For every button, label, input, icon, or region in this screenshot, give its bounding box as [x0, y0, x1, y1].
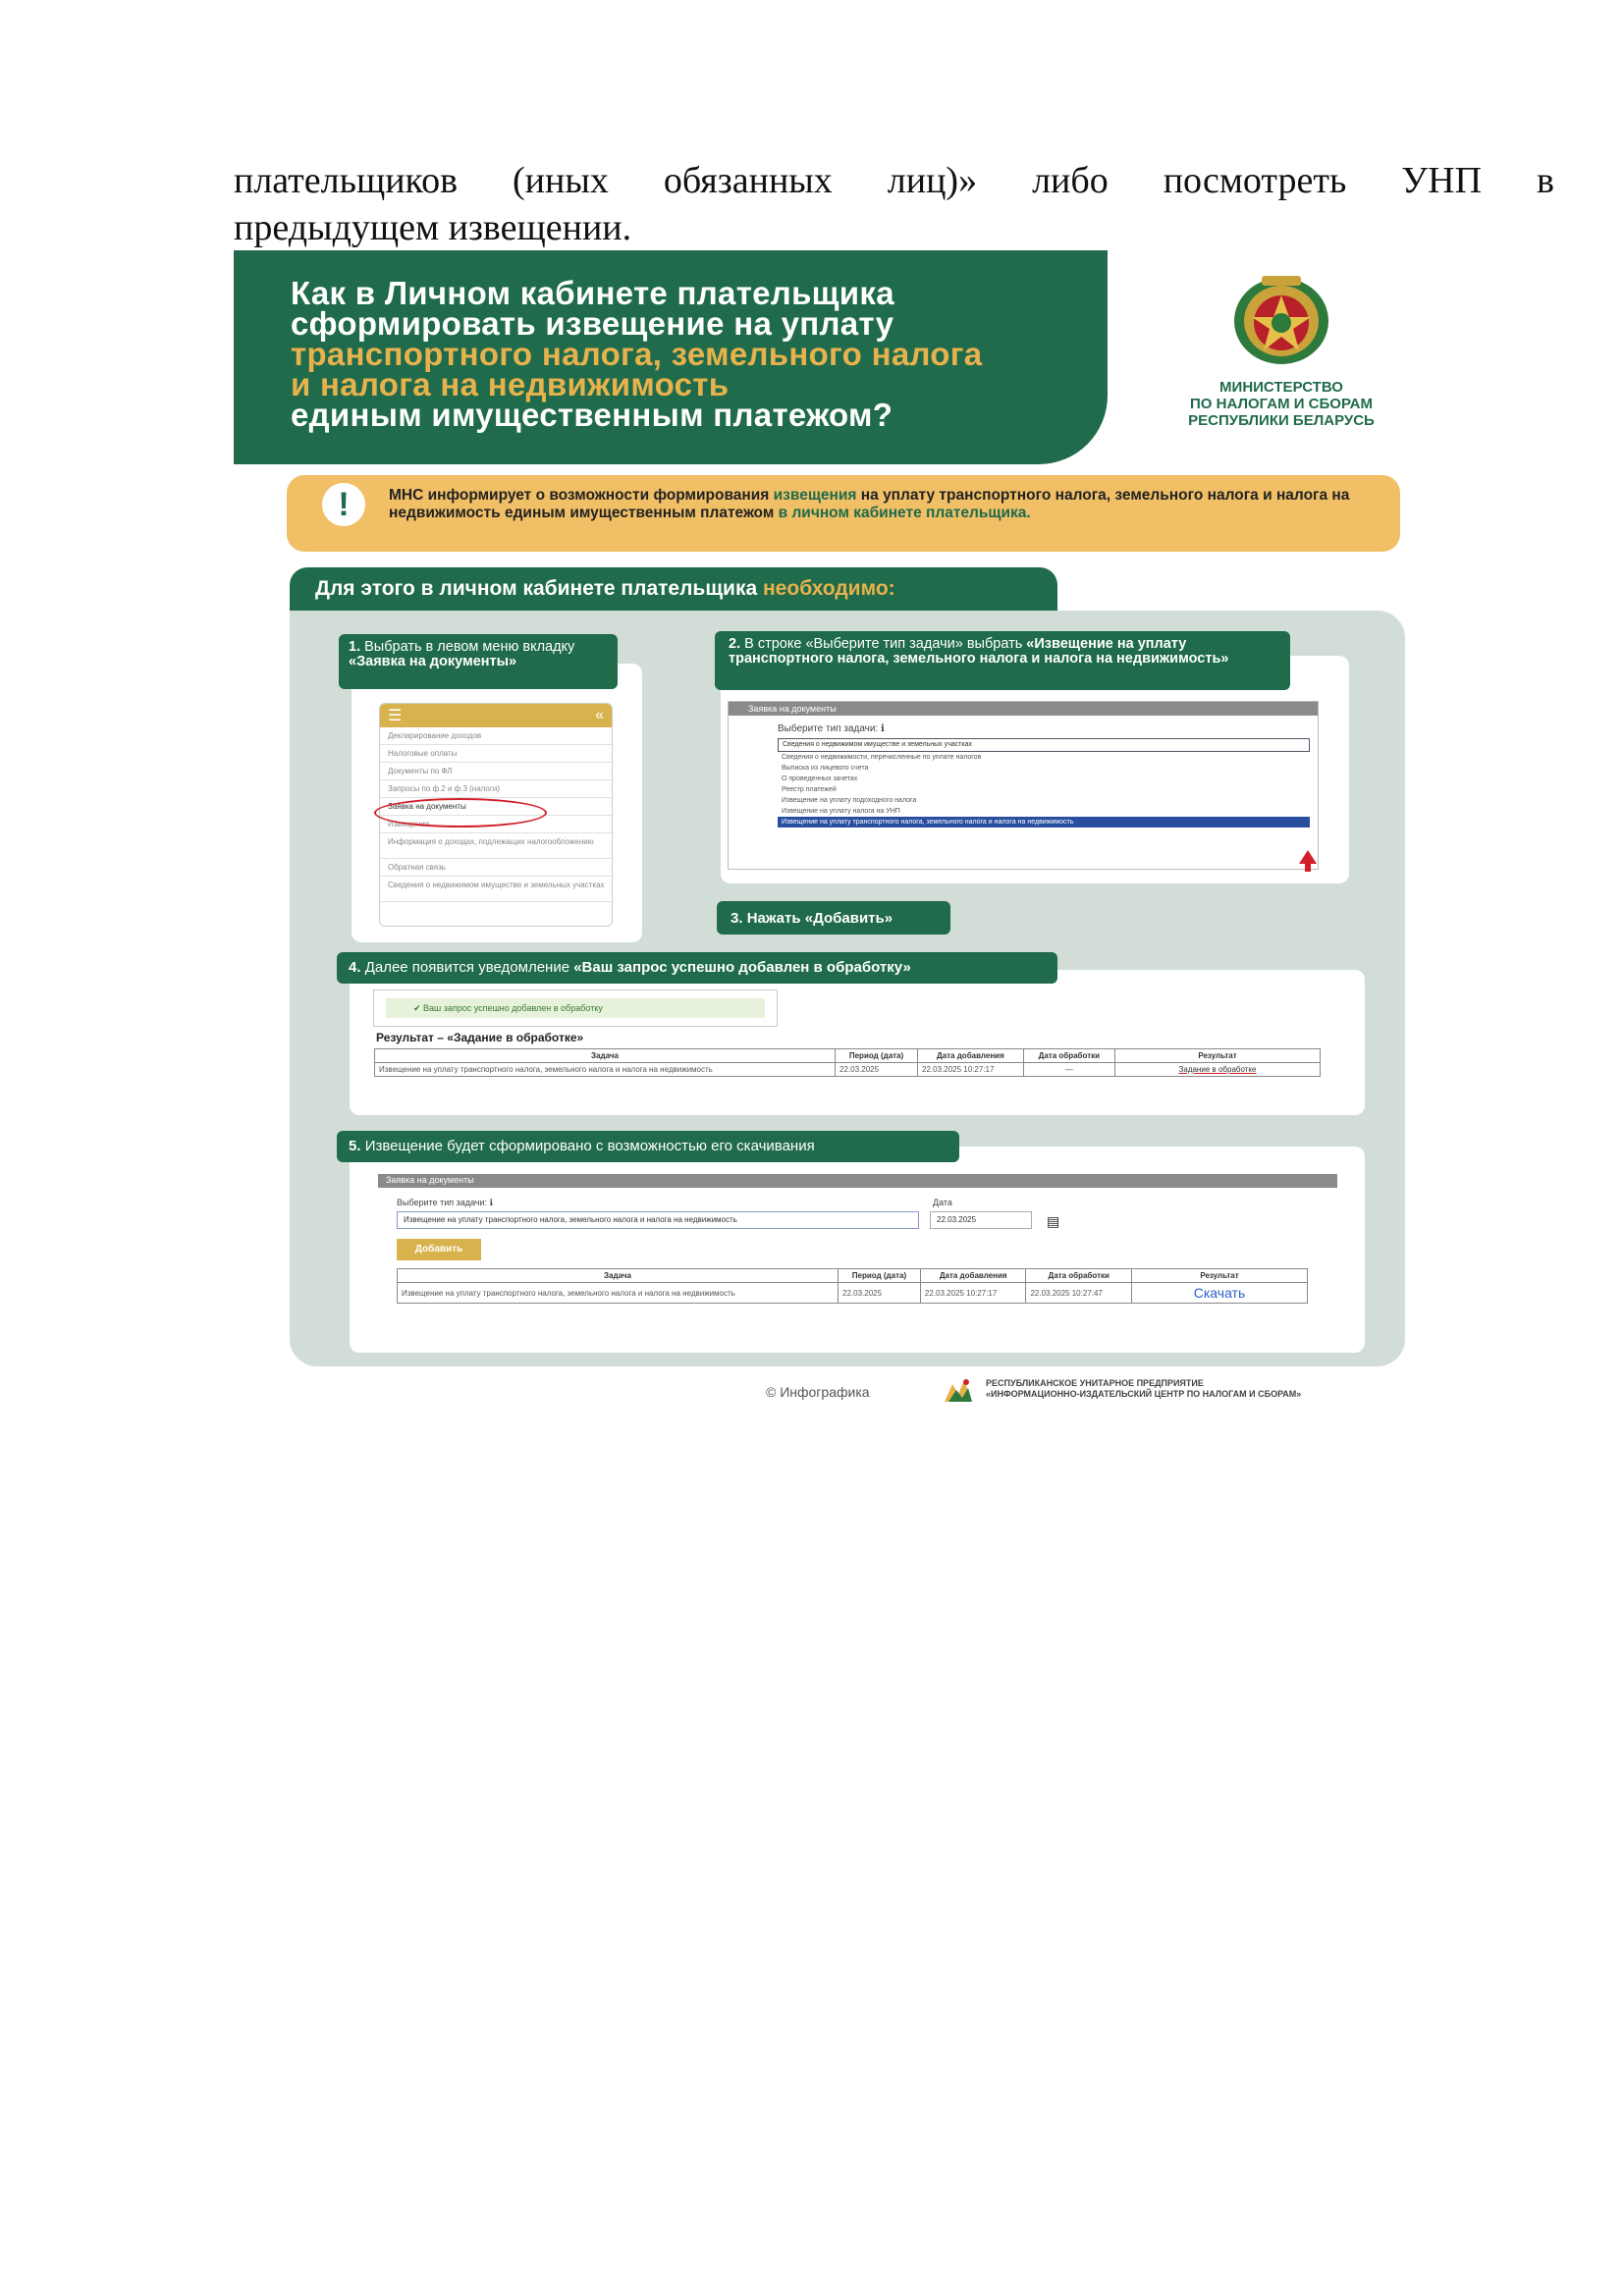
col-task: Задача: [398, 1269, 839, 1283]
menu-item-documents-request[interactable]: Заявка на документы: [380, 798, 612, 816]
col-added: Дата добавления: [918, 1049, 1024, 1063]
menu-item[interactable]: Сведения о недвижимом имуществе и земельных участках: [380, 877, 612, 902]
word: в: [1537, 160, 1554, 201]
col-processed: Дата обработки: [1026, 1269, 1132, 1283]
date-input[interactable]: 22.03.2025: [930, 1211, 1032, 1229]
menu-item[interactable]: Декларирование доходов: [380, 727, 612, 745]
title-line: Как в Личном кабинете плательщика: [291, 275, 894, 311]
word: либо: [1032, 160, 1109, 201]
step4-label: 4. Далее появится уведомление «Ваш запрос успешно добавлен в обработку»: [337, 952, 1057, 984]
calendar-icon[interactable]: ▤: [1047, 1213, 1060, 1229]
publisher-name: РЕСПУБЛИКАНСКОЕ УНИТАРНОЕ ПРЕДПРИЯТИЕ «ИНФОРМАЦИОННО-ИЗДАТЕЛЬСКИЙ ЦЕНТР ПО НАЛОГАМ И СБОРАМ»: [986, 1378, 1302, 1399]
col-period: Период (дата): [839, 1269, 921, 1283]
cell-result-processing: Задание в обработке: [1115, 1063, 1321, 1077]
col-result: Результат: [1132, 1269, 1308, 1283]
menu-item[interactable]: Запросы по ф.2 и ф.3 (налоги): [380, 780, 612, 798]
menu-item[interactable]: Информация о доходах, подлежащих налогообложению: [380, 833, 612, 859]
success-toast: ✔ Ваш запрос успешно добавлен в обработку: [386, 998, 765, 1018]
results-table: [397, 1268, 1308, 1304]
select-option[interactable]: Выписка из лицевого счета: [782, 765, 869, 772]
word: УНП: [1401, 160, 1483, 201]
cell-added: 22.03.2025 10:27:17: [918, 1063, 1024, 1077]
arrow-stem: [1305, 862, 1311, 872]
select-option[interactable]: О проведенных зачетах: [782, 775, 858, 782]
task-type-select[interactable]: Извещение на уплату транспортного налога, земельного налога и налога на недвижимость: [397, 1211, 919, 1229]
menu-item[interactable]: Извещения: [380, 816, 612, 833]
ministry-logo: [1159, 270, 1404, 427]
highlight-oval: [374, 798, 547, 828]
exclamation-icon: !: [322, 483, 365, 526]
menu-header: [380, 704, 612, 727]
add-button[interactable]: Добавить: [397, 1239, 481, 1260]
col-result: Результат: [1115, 1049, 1321, 1063]
menu-item[interactable]: Обратная связь: [380, 859, 612, 877]
cell-added: 22.03.2025 10:27:17: [920, 1283, 1026, 1304]
result-label: Результат – «Задание в обработке»: [376, 1031, 584, 1044]
task-type-screenshot: [728, 701, 1319, 870]
word: лиц)»: [887, 160, 978, 201]
ministry-name-line: РЕСПУБЛИКИ БЕЛАРУСЬ: [1188, 412, 1375, 429]
infographic-title-banner: [234, 250, 1108, 464]
word: (иных: [513, 160, 609, 201]
notice-text: МНС информирует о возможности формирования извещения на уплату транспортного налога, земельного налога и налога на недвижимость единым имущественным платежом в личном кабинете плательщика.: [389, 487, 1350, 521]
paragraph-line-1: [234, 157, 1554, 204]
collapse-icon[interactable]: «: [595, 707, 604, 723]
title-line: единым имущественным платежом?: [291, 397, 893, 433]
select-option-selected[interactable]: Извещение на уплату транспортного налога, земельного налога и налога на недвижимость: [778, 817, 1310, 828]
publisher-logo-icon: [941, 1376, 976, 1406]
ministry-name-line: ПО НАЛОГАМ И СБОРАМ: [1190, 396, 1373, 412]
tasks-table: [374, 1048, 1321, 1077]
step2-label: 2. В строке «Выберите тип задачи» выбрать «Извещение на уплату транспортного налога, земельного налога и налога на недвижимость»: [715, 631, 1290, 690]
cell-task: Извещение на уплату транспортного налога, земельного налога и налога на недвижимость: [398, 1283, 839, 1304]
cell-processed: 22.03.2025 10:27:47: [1026, 1283, 1132, 1304]
paragraph-line-2: предыдущем извещении.: [234, 207, 632, 248]
task-type-select[interactable]: Сведения о недвижимом имуществе и земельных участках: [778, 738, 1310, 752]
menu-item[interactable]: Налоговые оплаты: [380, 745, 612, 763]
title-line: транспортного налога, земельного налога: [291, 336, 983, 372]
task-type-label: Выберите тип задачи: ℹ: [397, 1198, 493, 1207]
col-added: Дата добавления: [920, 1269, 1026, 1283]
select-option[interactable]: Сведения о недвижимости, перечисленные по уплате налогов: [782, 754, 982, 761]
notice-box: [287, 475, 1400, 552]
menu-item[interactable]: Документы по ФЛ: [380, 763, 612, 780]
title-line: сформировать извещение на уплату: [291, 305, 894, 342]
ministry-emblem-icon: [1222, 270, 1340, 368]
download-link[interactable]: Скачать: [1132, 1283, 1308, 1304]
steps-heading: Для этого в личном кабинете плательщика необходимо:: [290, 567, 1057, 613]
step1-label: 1. Выбрать в левом меню вкладку «Заявка на документы»: [339, 634, 618, 689]
screen-header: Заявка на документы: [378, 1174, 1337, 1188]
cell-period: 22.03.2025: [836, 1063, 918, 1077]
select-option[interactable]: Извещение на уплату налога на УНП: [782, 808, 900, 815]
hamburger-icon[interactable]: ☰: [388, 708, 403, 724]
col-task: Задача: [375, 1049, 836, 1063]
task-type-label: Выберите тип задачи: ℹ: [778, 723, 885, 734]
ministry-name-line: МИНИСТЕРСТВО: [1219, 379, 1343, 396]
select-option[interactable]: Реестр платежей: [782, 786, 837, 793]
col-period: Период (дата): [836, 1049, 918, 1063]
table-row: [398, 1283, 1308, 1304]
body-paragraph: [234, 157, 1554, 251]
date-label: Дата: [933, 1198, 952, 1207]
cell-task: Извещение на уплату транспортного налога, земельного налога и налога на недвижимость: [375, 1063, 836, 1077]
toast-frame: [373, 989, 778, 1027]
infographic-credit: © Инфографика: [766, 1384, 870, 1400]
word: обязанных: [663, 160, 833, 201]
step3-label: 3. Нажать «Добавить»: [717, 901, 950, 934]
col-processed: Дата обработки: [1023, 1049, 1114, 1063]
table-row: [375, 1063, 1321, 1077]
cell-period: 22.03.2025: [839, 1283, 921, 1304]
word: плательщиков: [234, 160, 459, 201]
cell-processed: —: [1023, 1063, 1114, 1077]
step5-label: 5. Извещение будет сформировано с возможностью его скачивания: [337, 1131, 959, 1162]
select-option[interactable]: Извещение на уплату подоходного налога: [782, 797, 917, 804]
screen-header: Заявка на документы: [729, 702, 1318, 716]
title-line: и налога на недвижимость: [291, 366, 730, 402]
word: посмотреть: [1163, 160, 1347, 201]
